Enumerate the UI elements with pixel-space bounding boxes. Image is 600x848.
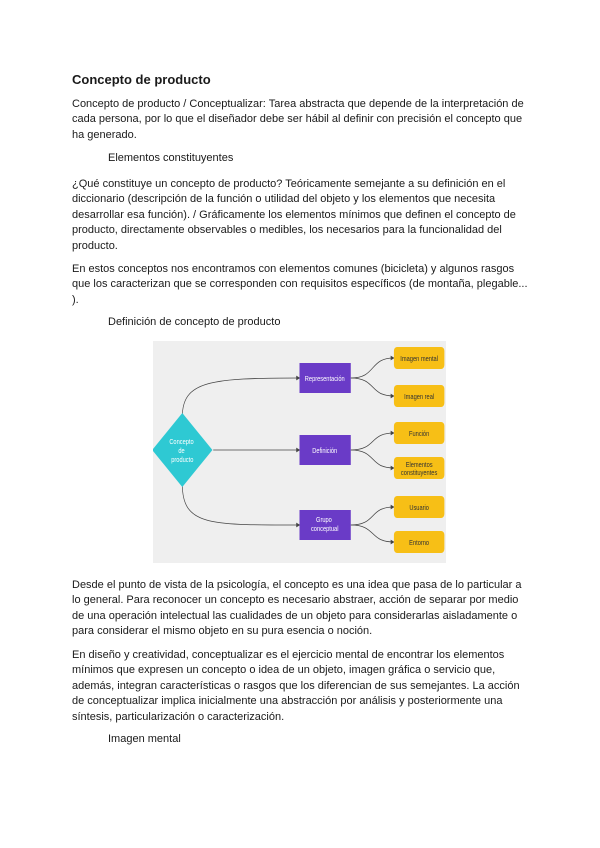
leaf-label-line: constituyentes <box>400 469 438 478</box>
root-label-line-2: de <box>178 447 185 456</box>
leaf-label: Usuario <box>409 504 429 513</box>
diagram-connectors <box>182 358 394 542</box>
leaf-label-line: Elementos <box>405 461 433 470</box>
leaf-label: Imagen mental <box>400 355 438 364</box>
concept-diagram <box>153 341 446 563</box>
paragraph-text: Concepto de producto / Conceptualizar: Tarea abstracta que depende de la interpretación de cada persona, por lo que el diseñador debe ser hábil al definir con precisión el concepto que ha generado. <box>72 98 524 141</box>
subheading-elementos: Elementos constituyentes <box>108 152 234 164</box>
paragraph-text: En diseño y creatividad, conceptualizar es el ejercicio mental de encontrar los elementos mínimos que expresen un concepto o idea de un objeto, imagen gráfica o servicio que, además, integran características o rasgos que los diferencian de sus semejantes. La acción de conceptualizar implica inicialmente una abstracción por análisis y posteriormente una síntesis, particularización o caracterización. <box>72 649 520 723</box>
subheading-definicion: Definición de concepto de producto <box>108 316 281 328</box>
diagram-svg <box>153 341 446 563</box>
page-title: Concepto de producto <box>72 72 211 87</box>
leaf-label: Imagen real <box>404 393 435 402</box>
branch-label-definicion: Definición <box>312 447 338 456</box>
leaf-label: Función <box>409 430 430 439</box>
paragraph-text: ¿Qué constituye un concepto de producto? Teóricamente semejante a su definición en el diccionario (descripción de la función o utilidad del objeto y los elementos que necesita desarrollar esa función). / Gráficamente los elementos mínimos que definen el concepto de producto, directamente observables o medibles, los necesarios para la funcionalidad del producto. <box>72 178 516 252</box>
paragraph-que-constituye <box>72 177 532 254</box>
root-label-line-3: producto <box>171 456 194 465</box>
paragraph-text: Desde el punto de vista de la psicología, el concepto es una idea que pasa de lo particular a lo general. Para reconocer un concepto es necesario abstraer, acción de separar por medio de una operación intelectual las cualidades de un objeto para considerarlas aisladamente o para considerar el mismo objeto en su pura esencia o noción. <box>72 579 522 638</box>
branch-label-representacion: Representación <box>304 375 345 384</box>
paragraph-diseno <box>72 648 532 725</box>
subheading-imagen-mental: Imagen mental <box>108 733 181 745</box>
root-label-line-1: Concepto <box>169 438 194 447</box>
branch-label-grupo-line-2: conceptual <box>310 525 339 534</box>
paragraph-intro <box>72 97 532 143</box>
paragraph-conceptos <box>72 262 532 308</box>
leaf-label <box>401 462 437 478</box>
branch-label-grupo-line-1: Grupo <box>316 516 332 525</box>
paragraph-text: En estos conceptos nos encontramos con elementos comunes (bicicleta) y algunos rasgos que los caracterizan que se corresponden con requisitos específicos (de montaña, plegable... ). <box>72 263 528 306</box>
paragraph-psicologia <box>72 578 532 640</box>
leaf-label: Entorno <box>409 539 430 548</box>
